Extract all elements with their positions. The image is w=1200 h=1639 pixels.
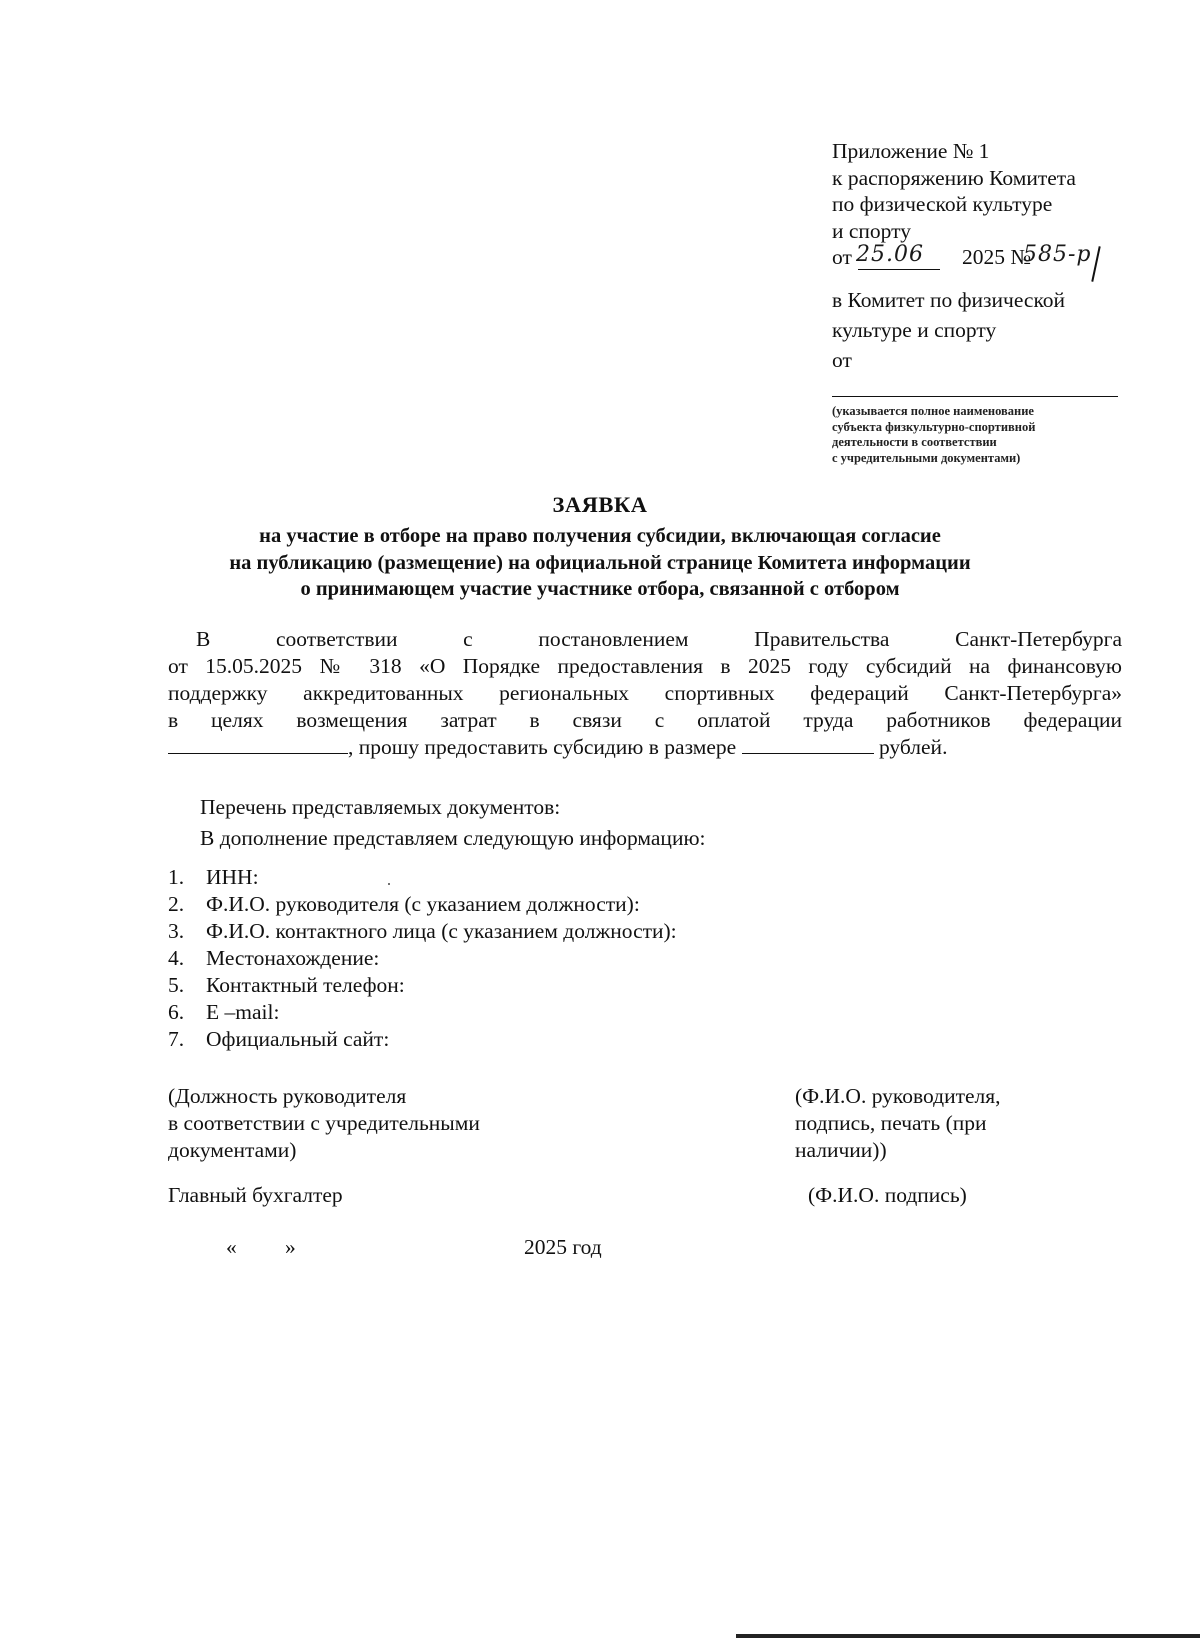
- list-item: [168, 918, 677, 945]
- note-line: деятельности в соответствии: [832, 435, 997, 449]
- item-number: 5.: [168, 973, 185, 997]
- note-line: (указывается полное наименование: [832, 404, 1034, 418]
- body-line: В соответствии с постановлением Правительства Санкт-Петербурга: [196, 627, 1122, 651]
- body-line: поддержку аккредитованных региональных спортивных федераций Санкт-Петербурга»: [168, 681, 1122, 705]
- list-item: [168, 891, 677, 918]
- item-number: 7.: [168, 1027, 185, 1051]
- item-number: 4.: [168, 946, 185, 970]
- note-line: субъекта физкультурно-спортивной: [832, 419, 1036, 434]
- scan-speck: [388, 883, 390, 885]
- list-item: [168, 999, 677, 1026]
- item-label: Местонахождение:: [206, 946, 380, 970]
- addressee-from: от: [832, 348, 852, 372]
- info-list: [168, 864, 677, 1053]
- chief-accountant-signature: (Ф.И.О. подпись): [808, 1183, 967, 1207]
- handwritten-date: 25.06: [856, 242, 924, 267]
- signature-position-block: [168, 1083, 480, 1164]
- appendix-line: и спорту: [832, 218, 912, 243]
- subtitle-line: о принимающем участие участнике отбора, связанной с отбором: [300, 578, 900, 600]
- appendix-line: по физической культуре: [832, 192, 1053, 216]
- appendix-block: [832, 138, 1162, 271]
- item-label: Ф.И.О. руководителя (с указанием должности):: [206, 892, 640, 916]
- year-number-label: 2025 №: [962, 245, 1031, 269]
- list-item: [168, 972, 677, 999]
- signature-line: в соответствии с учредительными: [168, 1111, 480, 1135]
- appendix-line: к распоряжению Комитета: [832, 165, 1076, 190]
- body-line: в целях возмещения затрат в связи с оплатой труда работников федерации: [168, 708, 1122, 732]
- body-paragraph: [168, 626, 1122, 761]
- applicant-name-line: [832, 396, 1118, 397]
- addressee-line: в Комитет по физической: [832, 288, 1066, 312]
- item-label: Официальный сайт:: [206, 1027, 390, 1051]
- body-line-last: [168, 734, 1122, 761]
- item-label: ИНН:: [206, 865, 259, 889]
- item-number: 1.: [168, 865, 185, 889]
- addressee-block: [832, 285, 1162, 375]
- item-number: 2.: [168, 892, 185, 916]
- list-item: [168, 945, 677, 972]
- date-prefix: от: [832, 245, 852, 269]
- item-label: Контактный телефон:: [206, 973, 405, 997]
- handwritten-stroke: [1091, 246, 1100, 282]
- body-text: рублей.: [878, 735, 948, 759]
- document-subtitle: [0, 523, 1200, 603]
- handwritten-number: 585-р: [1023, 242, 1092, 267]
- documents-list-label: Перечень представляемых документов:: [200, 795, 561, 819]
- body-text: , прошу предоставить субсидию в размере: [348, 735, 737, 759]
- subsidy-amount-blank[interactable]: [742, 735, 874, 754]
- lead-block: [200, 792, 705, 854]
- date-close-quote: »: [285, 1235, 296, 1259]
- subtitle-line: на публикацию (размещение) на официальной странице Комитета информации: [229, 551, 971, 574]
- additional-info-label: В дополнение представляем следующую информацию:: [200, 826, 706, 850]
- signature-name-block: [795, 1083, 1001, 1164]
- scan-edge-artifact: [736, 1634, 1200, 1638]
- signature-line: (Должность руководителя: [168, 1084, 407, 1108]
- item-number: 3.: [168, 919, 185, 943]
- federation-blank[interactable]: [168, 735, 348, 754]
- signature-line: (Ф.И.О. руководителя,: [795, 1084, 1001, 1108]
- document-title: ЗАЯВКА: [552, 492, 648, 517]
- list-item: [168, 864, 677, 891]
- subtitle-line: на участие в отборе на право получения субсидии, включающая согласие: [259, 525, 941, 547]
- addressee-line: культуре и спорту: [832, 318, 997, 342]
- date-underline: [858, 269, 940, 270]
- list-item: [168, 1026, 677, 1053]
- item-label: Ф.И.О. контактного лица (с указанием должности):: [206, 919, 677, 943]
- appendix-title: Приложение № 1: [832, 139, 990, 163]
- signature-line: подпись, печать (при: [795, 1111, 987, 1135]
- date-open-quote: «: [226, 1235, 237, 1259]
- signature-line: документами): [168, 1138, 297, 1162]
- date-year: 2025 год: [524, 1235, 602, 1259]
- signature-line: наличии)): [795, 1138, 887, 1162]
- item-number: 6.: [168, 1000, 185, 1024]
- note-line: с учредительными документами): [832, 450, 1021, 465]
- item-label: E –mail:: [206, 1000, 280, 1024]
- body-line: от 15.05.2025 № 318 «О Порядке предоставления в 2025 году субсидий на финансовую: [168, 654, 1122, 678]
- applicant-name-note: [832, 404, 1132, 466]
- appendix-date-line: [832, 244, 1162, 271]
- chief-accountant-label: Главный бухгалтер: [168, 1183, 343, 1207]
